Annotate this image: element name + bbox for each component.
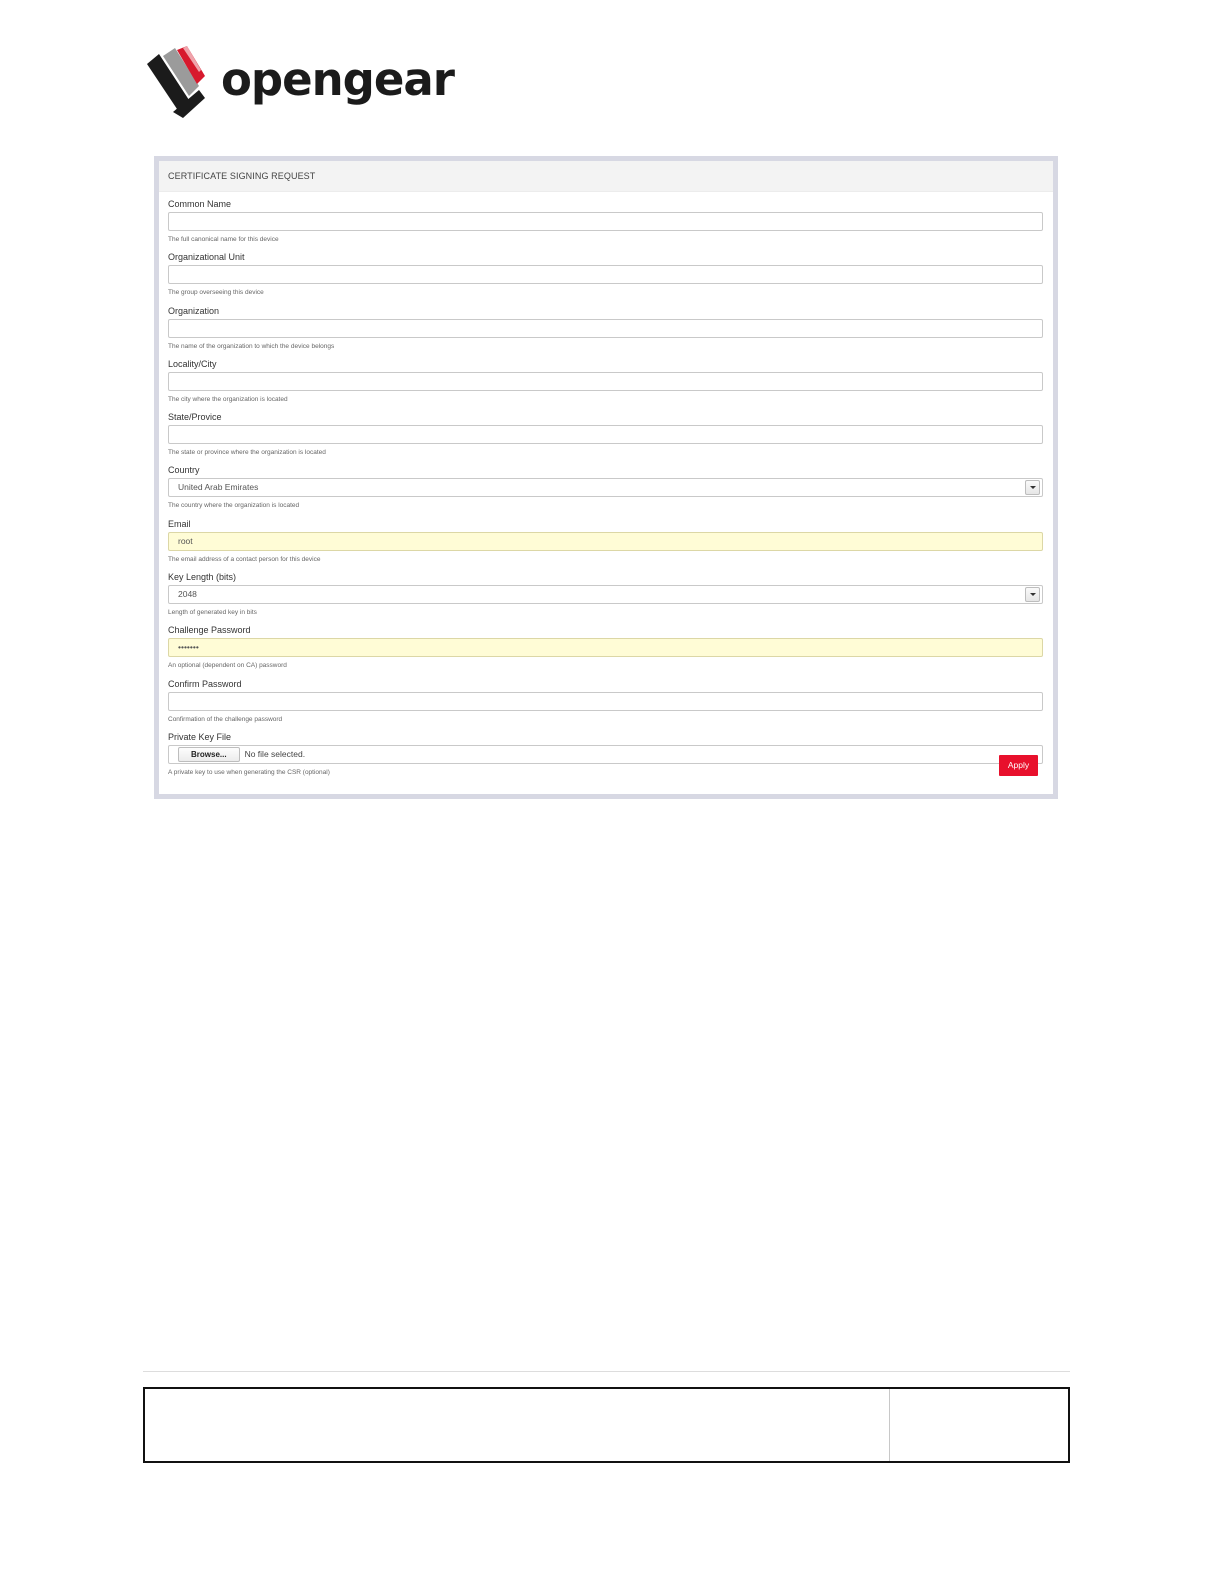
field-locality-city: [168, 358, 1043, 409]
field-confirm-password: [168, 678, 1043, 729]
private-key-file-input[interactable]: [168, 745, 1043, 764]
state-province-input[interactable]: [168, 425, 1043, 444]
email-input[interactable]: root: [168, 532, 1043, 551]
field-help: The name of the organization to which the device belongs: [168, 342, 335, 350]
key-length-selected-value: 2048: [178, 589, 197, 600]
brand-wordmark: opengear: [221, 53, 454, 106]
field-help: The full canonical name for this device: [168, 236, 279, 243]
field-private-key-file: [168, 731, 1043, 782]
challenge-password-input[interactable]: •••••••: [168, 638, 1043, 657]
field-help: Confirmation of the challenge password: [168, 715, 283, 723]
opengear-logo: [143, 46, 454, 126]
field-help: An optional (dependent on CA) password: [168, 662, 287, 670]
field-label: Private Key File: [168, 731, 232, 742]
locality-city-input[interactable]: [168, 372, 1043, 391]
field-label: State/Provice: [168, 412, 222, 423]
csr-panel: [159, 161, 1053, 794]
organizational-unit-input[interactable]: [168, 265, 1043, 284]
chevron-down-icon[interactable]: [1025, 587, 1040, 602]
field-challenge-password: [168, 624, 1043, 675]
field-label: Country: [168, 465, 200, 476]
field-help: Length of generated key in bits: [168, 609, 257, 617]
common-name-input[interactable]: [168, 212, 1043, 231]
apply-button[interactable]: Apply: [999, 755, 1038, 776]
field-help: The city where the organization is located: [168, 395, 288, 403]
field-organization: [168, 305, 1043, 356]
footer-divider: [143, 1371, 1070, 1372]
opengear-logo-icon: [143, 46, 223, 122]
field-common-name: [168, 198, 1043, 249]
field-label: Email: [168, 518, 191, 529]
chevron-down-icon[interactable]: [1025, 480, 1040, 495]
field-help: The group overseeing this device: [168, 289, 264, 297]
field-help: A private key to use when generating the CSR (optional): [168, 768, 330, 776]
browse-button[interactable]: Browse...: [178, 747, 240, 762]
key-length-select[interactable]: [168, 585, 1043, 604]
panel-title: CERTIFICATE SIGNING REQUEST: [159, 161, 1053, 192]
field-label: Confirm Password: [168, 678, 242, 689]
country-selected-value: United Arab Emirates: [178, 482, 259, 493]
field-help: The country where the organization is located: [168, 502, 300, 510]
footer-cell-left: [145, 1389, 890, 1461]
field-email: [168, 518, 1043, 569]
file-status: No file selected.: [244, 748, 306, 759]
field-label: Key Length (bits): [168, 572, 237, 583]
csr-frame: [154, 156, 1058, 799]
footer-table: [143, 1387, 1070, 1463]
field-key-length: [168, 571, 1043, 622]
field-help: The state or province where the organization is located: [168, 449, 326, 457]
field-state-province: [168, 411, 1043, 462]
field-help: The email address of a contact person for this device: [168, 555, 321, 563]
field-label: Locality/City: [168, 358, 217, 369]
field-country: [168, 464, 1043, 515]
field-label: Organizational Unit: [168, 252, 245, 263]
country-select[interactable]: [168, 478, 1043, 497]
field-label: Organization: [168, 305, 220, 316]
field-organizational-unit: [168, 251, 1043, 302]
confirm-password-input[interactable]: [168, 692, 1043, 711]
organization-input[interactable]: [168, 319, 1043, 338]
field-label: Challenge Password: [168, 625, 251, 636]
footer-cell-right: [890, 1389, 1068, 1461]
field-label: Common Name: [168, 199, 232, 209]
csr-form: [168, 196, 1043, 782]
